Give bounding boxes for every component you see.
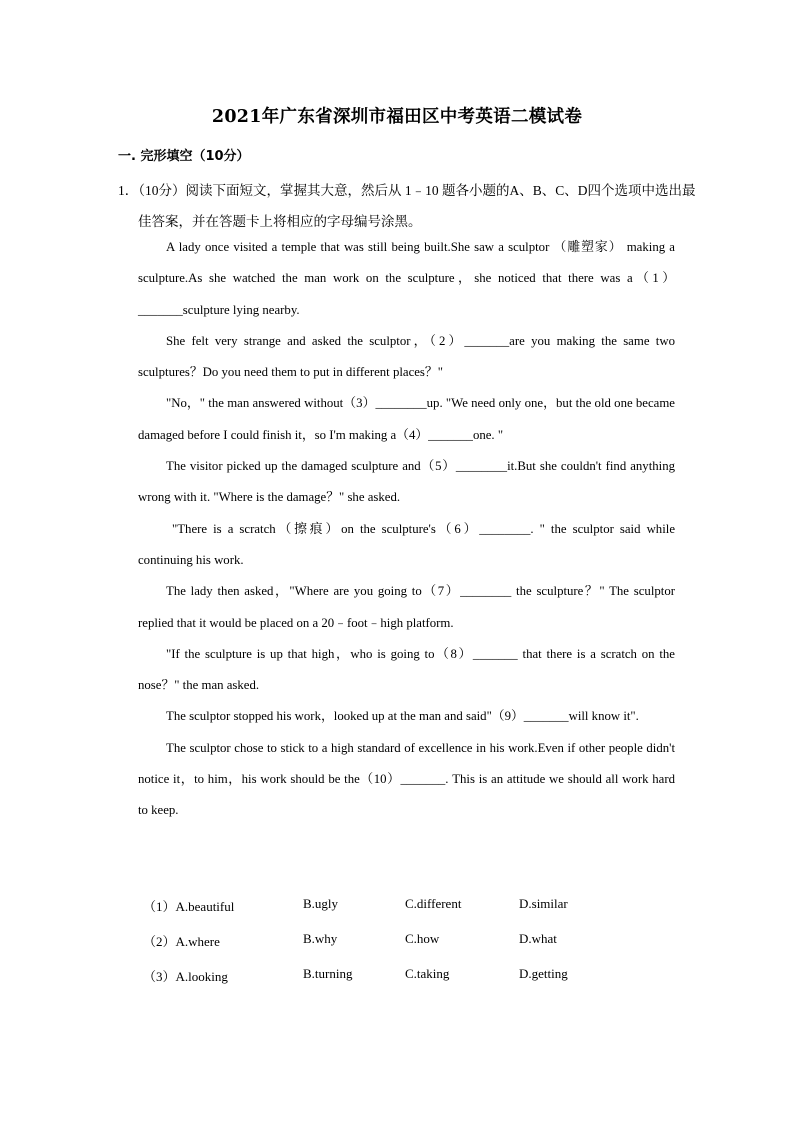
option-c: C.different bbox=[405, 896, 462, 911]
option-item-1 bbox=[143, 896, 234, 915]
passage-paragraph-1: A lady once visited a temple that was still being built.She saw a sculptor （雕塑家） making a sculpture.As she watched the man work on the sculpture，she noticed that there was a（1）_______sculpture lying nearby. bbox=[138, 240, 675, 317]
option-c: C.how bbox=[405, 931, 440, 946]
option-a: A.looking bbox=[175, 969, 228, 984]
option-b: B.turning bbox=[303, 966, 353, 981]
passage-paragraph-5: "There is a scratch（擦痕）on the sculpture's（6）________. " the sculptor said while continuing his work. bbox=[138, 521, 675, 567]
option-d: D.what bbox=[519, 931, 557, 946]
option-d: D.getting bbox=[519, 966, 568, 981]
cloze-passage bbox=[138, 232, 675, 827]
option-number: （1） bbox=[143, 899, 176, 914]
option-a: A.where bbox=[175, 934, 220, 949]
option-d: D.similar bbox=[519, 896, 568, 911]
passage-paragraph-2: She felt very strange and asked the sculptor，（2）_______are you making the same two sculptures？Do you need them to put in different places？" bbox=[138, 333, 675, 380]
passage-paragraph-3: "No，" the man answered without（3）________up. "We need only one，but the old one became damaged before I could finish it，so I'm making a（4）_______one. " bbox=[138, 396, 675, 442]
passage-paragraph-4: The visitor picked up the damaged sculpture and（5）________it.But she couldn't find anything wrong with it. "Where is the damage？" she asked. bbox=[138, 459, 675, 505]
option-c: C.taking bbox=[405, 966, 450, 981]
passage-paragraph-6: The lady then asked，"Where are you going to（7）________ the sculpture？" The sculptor replied that it would be placed on a 20﹣foot﹣high platform. bbox=[138, 584, 675, 630]
passage-paragraph-9: The sculptor chose to stick to a high standard of excellence in his work.Even if other people didn't notice it，to him，his work should be the（10）_______. This is an attitude we should all work hard to keep. bbox=[138, 740, 675, 818]
option-item-2 bbox=[143, 931, 220, 950]
option-row-1 bbox=[143, 890, 683, 925]
option-row-3 bbox=[143, 960, 683, 995]
page-title: 2021年广东省深圳市福田区中考英语二模试卷 bbox=[211, 107, 583, 127]
option-item-3 bbox=[143, 966, 228, 985]
passage-paragraph-7: "If the sculpture is up that high，who is going to（8）_______ that there is a scratch on the nose？" the man asked. bbox=[138, 646, 675, 693]
option-number: （3） bbox=[143, 969, 176, 984]
passage-paragraph-8: The sculptor stopped his work，looked up at the man and said"（9）_______will know it". bbox=[166, 709, 639, 724]
option-b: B.why bbox=[303, 931, 338, 946]
option-b: B.ugly bbox=[303, 896, 339, 911]
section-heading: 一. 完形填空（10分） bbox=[118, 149, 250, 164]
option-number: （2） bbox=[143, 934, 176, 949]
option-a: A.beautiful bbox=[175, 899, 235, 914]
question-instruction: 1．（10分）阅读下面短文，掌握其大意，然后从 1﹣10 题各小题的A、B、C、D四个选项中选出最佳答案，并在答题卡上将相应的字母编号涂黑。 bbox=[118, 183, 696, 229]
option-row-2 bbox=[143, 925, 683, 960]
answer-options bbox=[143, 890, 683, 995]
